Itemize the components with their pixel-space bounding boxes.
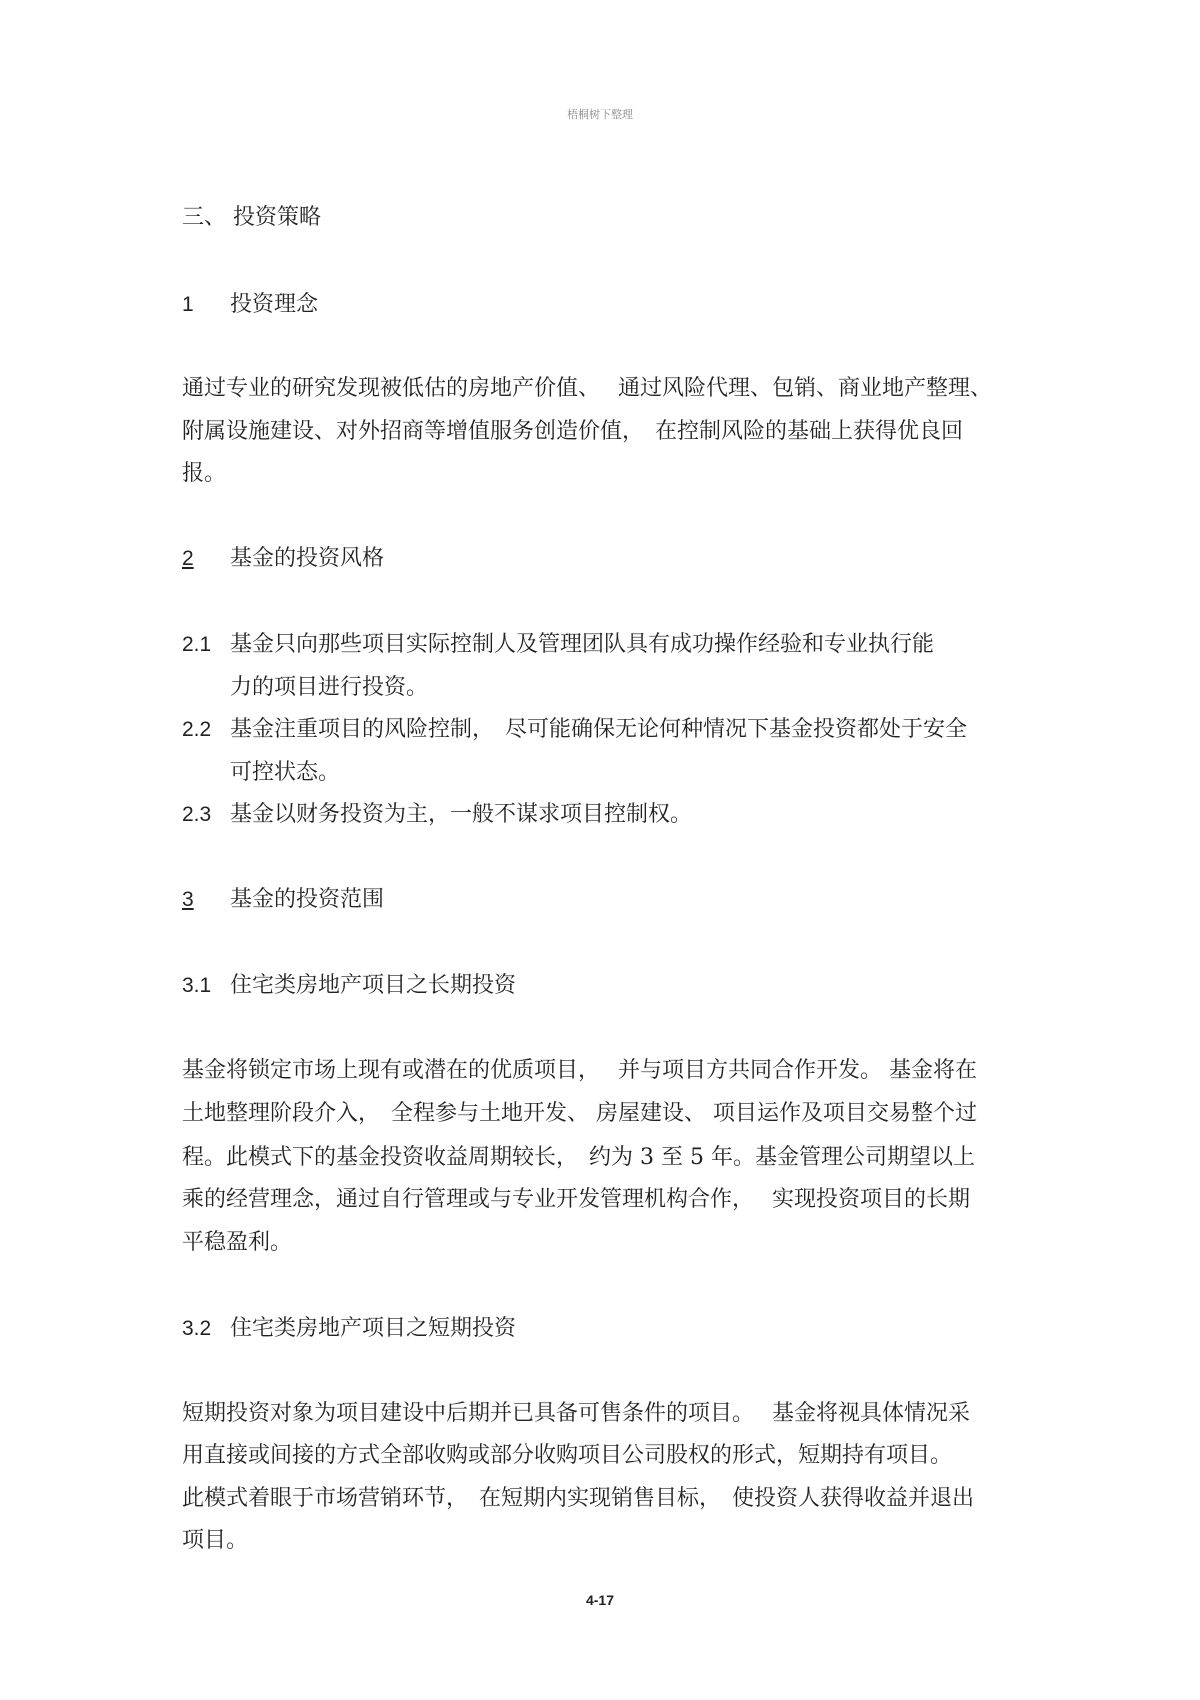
heading-2-text: 基金的投资风格 bbox=[230, 546, 385, 571]
paragraph-line: 报。 bbox=[182, 461, 227, 486]
heading-3-2-text: 住宅类房地产项目之短期投资 bbox=[230, 1316, 517, 1341]
paragraph-line: 乘的经营理念，通过自行管理或与专业开发管理机构合作， 实现投资项目的长期 bbox=[182, 1187, 970, 1212]
heading-1-text: 投资理念 bbox=[230, 292, 319, 317]
paragraph-line: 附属设施建设、对外招商等增值服务创造价值， 在控制风险的基础上获得优良回 bbox=[182, 419, 964, 444]
heading-3-1-number: 3.1 bbox=[182, 974, 212, 997]
heading-3-1-text: 住宅类房地产项目之长期投资 bbox=[230, 973, 517, 998]
item-number: 2.2 bbox=[182, 718, 212, 741]
item-line: 基金以财务投资为主，一般不谋求项目控制权。 bbox=[230, 802, 693, 827]
item-line: 基金只向那些项目实际控制人及管理团队具有成功操作经验和专业执行能 bbox=[230, 632, 935, 657]
item-number: 2.1 bbox=[182, 633, 212, 656]
page-number: 4-17 bbox=[585, 1592, 615, 1608]
item-line: 基金注重项目的风险控制， 尽可能确保无论何种情况下基金投资都处于安全 bbox=[230, 717, 968, 742]
paragraph-line: 程。此模式下的基金投资收益周期较长， 约为 3 至 5 年。基金管理公司期望以上 bbox=[182, 1145, 975, 1170]
item-number: 2.3 bbox=[182, 803, 212, 826]
heading-3-2-number: 3.2 bbox=[182, 1317, 212, 1340]
paragraph-line: 此模式着眼于市场营销环节， 在短期内实现销售目标， 使投资人获得收益并退出 bbox=[182, 1486, 975, 1511]
section-title: 三、 投资策略 bbox=[182, 205, 321, 230]
item-line: 力的项目进行投资。 bbox=[230, 675, 429, 700]
paragraph-line: 平稳盈利。 bbox=[182, 1230, 293, 1255]
heading-3-text: 基金的投资范围 bbox=[230, 887, 385, 912]
heading-3-number: 3 bbox=[182, 888, 194, 911]
heading-1-number: 1 bbox=[182, 293, 194, 316]
item-line: 可控状态。 bbox=[230, 760, 341, 785]
paragraph-line: 短期投资对象为项目建设中后期并已具备可售条件的项目。 基金将视具体情况采 bbox=[182, 1401, 970, 1426]
page-header: 梧桐树下整理 bbox=[567, 108, 633, 121]
paragraph-line: 通过专业的研究发现被低估的房地产价值、 通过风险代理、包销、商业地产整理、 bbox=[182, 376, 992, 401]
heading-2-number: 2 bbox=[182, 547, 194, 570]
paragraph-line: 基金将锁定市场上现有或潜在的优质项目， 并与项目方共同合作开发。 基金将在 bbox=[182, 1058, 977, 1083]
paragraph-line: 用直接或间接的方式全部收购或部分收购项目公司股权的形式，短期持有项目。 bbox=[182, 1443, 953, 1468]
paragraph-line: 土地整理阶段介入， 全程参与土地开发、 房屋建设、 项目运作及项目交易整个过 bbox=[182, 1101, 977, 1126]
paragraph-line: 项目。 bbox=[182, 1528, 249, 1553]
